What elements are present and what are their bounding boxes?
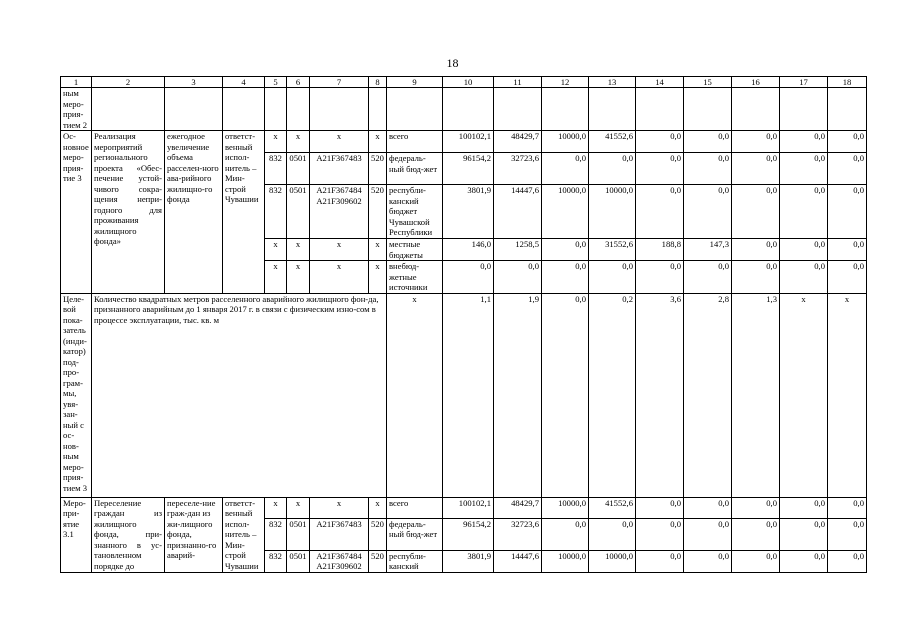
funding-source: федераль-ный бюд-жет xyxy=(387,518,443,550)
value-cell: 10000,0 xyxy=(542,131,589,153)
header-cell: 2 xyxy=(92,77,165,88)
header-cell: 1 xyxy=(61,77,92,88)
value-cell: 1258,5 xyxy=(494,239,542,261)
value-cell: 0,0 xyxy=(636,153,684,185)
value-cell: 0,0 xyxy=(780,497,828,518)
measure-name: Реализация мероприятий регионального проекта «Обес-печение устой-чивого сокра-щения непри-годного для проживания жилищного фонда» xyxy=(92,131,165,294)
value-cell: 3801,9 xyxy=(443,185,494,239)
executor: ответст-венный испол-нитель – Мин-строй Чувашии xyxy=(223,497,265,572)
cell: 0501 xyxy=(287,518,310,550)
header-cell: 16 xyxy=(732,77,780,88)
header-cell: 12 xyxy=(542,77,589,88)
value-cell: 0,0 xyxy=(732,185,780,239)
value-cell: 0,0 xyxy=(732,153,780,185)
value-cell: 0,0 xyxy=(828,518,867,550)
cell: 0501 xyxy=(287,185,310,239)
value-cell: 3,6 xyxy=(636,293,684,497)
value-cell: 146,0 xyxy=(443,239,494,261)
value-cell: 0,0 xyxy=(542,153,589,185)
value-cell: 0,0 xyxy=(828,153,867,185)
value-cell: 10000,0 xyxy=(542,185,589,239)
value-cell: 0,0 xyxy=(684,550,732,572)
value-cell: 10000,0 xyxy=(589,550,636,572)
value-cell: 0,0 xyxy=(732,261,780,294)
value-cell: 100102,1 xyxy=(443,497,494,518)
value-cell: 0,0 xyxy=(732,131,780,153)
header-cell: 10 xyxy=(443,77,494,88)
value-cell: 0,0 xyxy=(684,261,732,294)
funding-source: республи-канский бюджет Чувашской Республики xyxy=(387,185,443,239)
value-cell: 14447,6 xyxy=(494,550,542,572)
value-cell: 0,0 xyxy=(684,131,732,153)
value-cell: 10000,0 xyxy=(589,185,636,239)
value-cell: 0,0 xyxy=(636,518,684,550)
value-cell: 0,0 xyxy=(828,261,867,294)
cell: x xyxy=(265,497,287,518)
value-cell: 1,9 xyxy=(494,293,542,497)
cell: A21F367484 A21F309602 xyxy=(310,185,369,239)
value-cell: 0,0 xyxy=(636,497,684,518)
value-cell: 0,0 xyxy=(589,518,636,550)
cell: 520 xyxy=(369,550,387,572)
value-cell: 96154,2 xyxy=(443,518,494,550)
value-cell: 0,0 xyxy=(780,131,828,153)
indicator-description: Количество квадратных метров расселенного аварийного жилищного фон-да, признанного аварийным до 1 января 2017 г. в связи с физическим изно-сом в процессе эксплуатации, тыс. кв. м xyxy=(92,293,387,497)
value-cell: 41552,6 xyxy=(589,497,636,518)
cell: 520 xyxy=(369,518,387,550)
cell: x xyxy=(310,261,369,294)
value-cell: 14447,6 xyxy=(494,185,542,239)
row-label: Меро-при-ятие 3.1 xyxy=(61,497,92,572)
funding-source: федераль-ный бюд-жет xyxy=(387,153,443,185)
cell: x xyxy=(287,239,310,261)
value-cell: 0,0 xyxy=(636,550,684,572)
value-cell: 0,0 xyxy=(443,261,494,294)
header-cell: 7 xyxy=(310,77,369,88)
value-cell: 41552,6 xyxy=(589,131,636,153)
cell: x xyxy=(369,497,387,518)
value-cell: 0,0 xyxy=(636,185,684,239)
value-cell: 0,0 xyxy=(828,185,867,239)
value-cell: 0,0 xyxy=(684,185,732,239)
cell: x xyxy=(387,293,443,497)
value-cell: 0,2 xyxy=(589,293,636,497)
value-cell: 0,0 xyxy=(684,518,732,550)
value-cell: 0,0 xyxy=(732,518,780,550)
cell: x xyxy=(265,239,287,261)
funding-source: всего xyxy=(387,131,443,153)
cell: A21F367483 xyxy=(310,153,369,185)
cell: 832 xyxy=(265,550,287,572)
value-cell: 2,8 xyxy=(684,293,732,497)
row-label: Ос-новное меро-прия-тие 3 xyxy=(61,131,92,294)
funding-source: местные бюджеты xyxy=(387,239,443,261)
value-cell: 96154,2 xyxy=(443,153,494,185)
cell: x xyxy=(369,261,387,294)
cell: x xyxy=(287,261,310,294)
value-cell: 0,0 xyxy=(542,261,589,294)
header-cell: 17 xyxy=(780,77,828,88)
value-cell: 0,0 xyxy=(732,497,780,518)
value-cell: 0,0 xyxy=(684,497,732,518)
value-cell: x xyxy=(780,293,828,497)
value-cell: 10000,0 xyxy=(542,550,589,572)
value-cell: 0,0 xyxy=(780,239,828,261)
cell: x xyxy=(287,497,310,518)
row-label: Целе-вой пока-затель (инди-катор) под-про-грам-мы, увя-зан-ный с ос-нов-ным меро-прия-тием 3 xyxy=(61,293,92,497)
header-cell: 5 xyxy=(265,77,287,88)
header-cell: 8 xyxy=(369,77,387,88)
table-row xyxy=(61,131,867,153)
value-cell: 3801,9 xyxy=(443,550,494,572)
cell: 832 xyxy=(265,153,287,185)
value-cell: 0,0 xyxy=(780,261,828,294)
value-cell: 48429,7 xyxy=(494,131,542,153)
table-row xyxy=(61,293,867,497)
header-cell: 18 xyxy=(828,77,867,88)
row-label: ным меро-прия-тием 2 xyxy=(61,88,92,131)
value-cell: 0,0 xyxy=(542,518,589,550)
header-cell: 9 xyxy=(387,77,443,88)
value-cell: 48429,7 xyxy=(494,497,542,518)
expected-result: переселе-ние граж-дан из жи-лищного фонда, признанно-го аварий- xyxy=(165,497,223,572)
value-cell: 10000,0 xyxy=(542,497,589,518)
table-row xyxy=(61,88,867,131)
value-cell: 32723,6 xyxy=(494,518,542,550)
cell: x xyxy=(265,261,287,294)
value-cell: 0,0 xyxy=(542,239,589,261)
value-cell: 1,1 xyxy=(443,293,494,497)
cell: 520 xyxy=(369,153,387,185)
value-cell: 0,0 xyxy=(636,131,684,153)
value-cell: 0,0 xyxy=(684,153,732,185)
value-cell: 0,0 xyxy=(780,185,828,239)
value-cell: 188,8 xyxy=(636,239,684,261)
value-cell: 0,0 xyxy=(589,261,636,294)
value-cell: 0,0 xyxy=(589,153,636,185)
cell: x xyxy=(287,131,310,153)
value-cell: 0,0 xyxy=(828,550,867,572)
cell: x xyxy=(310,131,369,153)
value-cell: 0,0 xyxy=(494,261,542,294)
table-row xyxy=(61,497,867,518)
cell: A21F367484 A21F309602 xyxy=(310,550,369,572)
cell: 832 xyxy=(265,518,287,550)
header-cell: 13 xyxy=(589,77,636,88)
value-cell: 1,3 xyxy=(732,293,780,497)
header-cell: 11 xyxy=(494,77,542,88)
value-cell: 0,0 xyxy=(636,261,684,294)
header-cell: 15 xyxy=(684,77,732,88)
cell: x xyxy=(265,131,287,153)
header-cell: 4 xyxy=(223,77,265,88)
value-cell: 100102,1 xyxy=(443,131,494,153)
header-cell: 6 xyxy=(287,77,310,88)
value-cell: 0,0 xyxy=(828,239,867,261)
funding-source: республи-канский xyxy=(387,550,443,572)
value-cell: x xyxy=(828,293,867,497)
value-cell: 32723,6 xyxy=(494,153,542,185)
value-cell: 0,0 xyxy=(732,550,780,572)
header-cell: 3 xyxy=(165,77,223,88)
value-cell: 0,0 xyxy=(780,550,828,572)
cell: 832 xyxy=(265,185,287,239)
value-cell: 0,0 xyxy=(732,239,780,261)
budget-table xyxy=(60,76,867,573)
cell: 520 xyxy=(369,185,387,239)
funding-source: внебюд-жетные источники xyxy=(387,261,443,294)
expected-result: ежегодное увеличение объема расселен-ного ава-рийного жилищно-го фонда xyxy=(165,131,223,294)
value-cell: 0,0 xyxy=(542,293,589,497)
column-number-row xyxy=(61,77,867,88)
cell: 0501 xyxy=(287,153,310,185)
header-cell: 14 xyxy=(636,77,684,88)
cell: x xyxy=(369,131,387,153)
cell: x xyxy=(310,239,369,261)
value-cell: 0,0 xyxy=(780,518,828,550)
value-cell: 0,0 xyxy=(828,131,867,153)
funding-source: всего xyxy=(387,497,443,518)
executor: ответст-венный испол-нитель – Мин-строй Чувашии xyxy=(223,131,265,294)
value-cell: 0,0 xyxy=(780,153,828,185)
value-cell: 31552,6 xyxy=(589,239,636,261)
value-cell: 147,3 xyxy=(684,239,732,261)
value-cell: 0,0 xyxy=(828,497,867,518)
cell: 0501 xyxy=(287,550,310,572)
cell: A21F367483 xyxy=(310,518,369,550)
measure-name: Переселение граждан из жилищного фонда, при-знанного в ус-тановленном порядке до xyxy=(92,497,165,572)
cell: x xyxy=(310,497,369,518)
cell: x xyxy=(369,239,387,261)
page-number: 18 xyxy=(446,56,459,70)
